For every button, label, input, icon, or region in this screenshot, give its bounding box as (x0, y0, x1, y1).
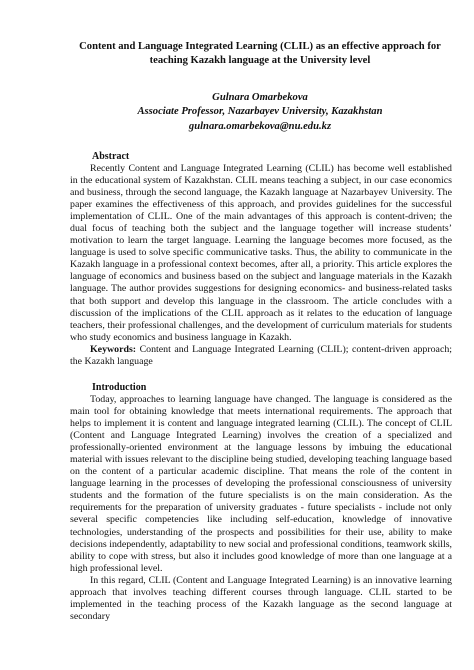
author-email: gulnara.omarbekova@nu.edu.kz (188, 120, 332, 132)
keywords-line (70, 344, 452, 368)
introduction-heading: Introduction (92, 382, 147, 393)
abstract-text: Recently Content and Language Integrated Learning (CLIL) has become well established in the educational system of Kazakhstan. CLIL means teaching a subject, in our case economics and business, through the second language, the Kazakh language at Nazarbayev University. The paper examines the effectiveness of this approach, and provides guidelines for the successful implementation of CLIL. One of the main advantages of this approach is content-driven; the dual focus of teaching both the subject and the language together will increase students’ motivation to learn the target language. Learning the language becomes more focused, as the language is used to solve specific communicative tasks. Thus, the ability to communicate in the Kazakh language in a professional context becomes, after all, a priority. This article explores the language of economics and business based on the subject and language materials in the Kazakh language. The author provides suggestions for designing economics- and business-related tasks that both support and develop this language in the classroom. The article concludes with a discussion of the implications of the CLIL approach as it relates to the education of language teachers, their professional challenges, and the development of curriculum materials for students who study economics and business language in Kazakh. (70, 163, 452, 343)
keywords-text: Content and Language Integrated Learning (CLIL); content-driven approach; the Kazakh language (70, 344, 453, 368)
abstract-heading: Abstract (92, 151, 130, 162)
keywords-label: Keywords: (90, 344, 137, 355)
author-affiliation: Associate Professor, Nazarbayev University, Kazakhstan (137, 106, 383, 118)
author-name: Gulnara Omarbekova (212, 92, 308, 103)
paper-title: Content and Language Integrated Learning (CLIL) as an effective approach for teaching Kazakh language at the University level (79, 41, 441, 66)
introduction-paragraph-1: Today, approaches to learning language have changed. The language is considered as the main tool for obtaining knowledge that meets international requirements. The approach that helps to implement it is content and language integrated learning (CLIL). The concept of CLIL (Content and Language Integrated Learning) involves the creation of a specialized and professionally-oriented environment at the language lessons by imbuing the educational material with issues relevant to the discipline being studied, developing teaching language based on the content of a particular academic discipline. That means the role of the content in language learning in the processes of developing the professional consciousness of university students and the formation of the future specialists is on the main consideration. As the requirements for the preparation of university graduates - future specialists - include not only several specific competencies like including self-education, knowledge of innovative technologies, understanding of the prospects and possibilities for their use, ability to make decisions independently, adaptability to new social and professional conditions, teamwork skills, ability to cope with stress, but also it includes good knowledge of more than one language at a high professional level. (70, 394, 452, 574)
introduction-paragraph-2: In this regard, CLIL (Content and Language Integrated Learning) is an innovative learning approach that involves teaching different courses through language. CLIL started to be implemented in the teaching process of the Kazakh language as the second language at secondary (70, 575, 452, 623)
author-block (70, 91, 450, 134)
